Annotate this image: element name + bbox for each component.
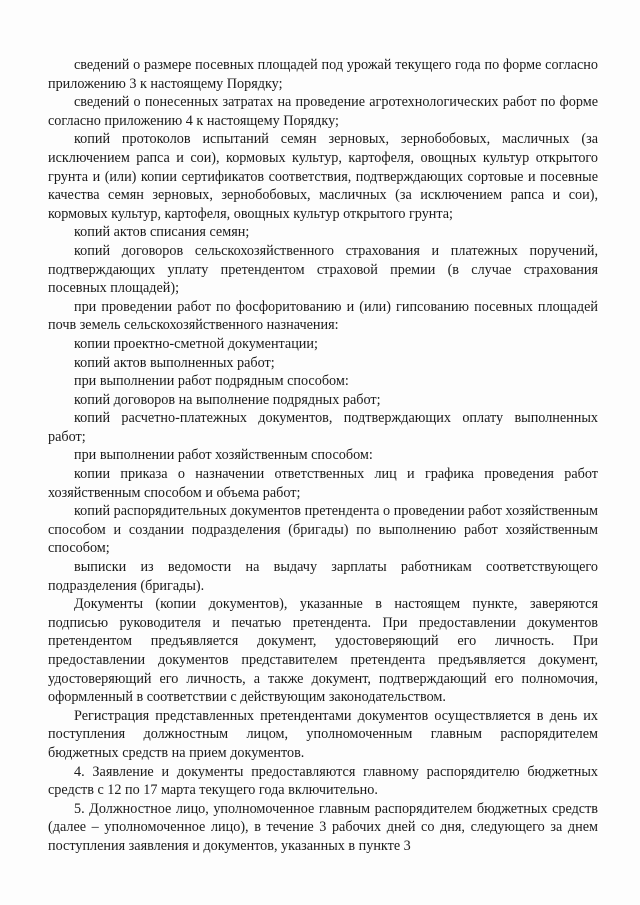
paragraph: при выполнении работ хозяйственным способом:	[74, 447, 373, 464]
paragraph: копии приказа о назначении ответственных лиц и графика проведения работ хозяйственным способом и объема работ;	[48, 466, 598, 501]
paragraph: копий расчетно-платежных документов, подтверждающих оплату выполненных работ;	[48, 410, 598, 445]
paragraph: Документы (копии документов), указанные в настоящем пункте, заверяются подписью руководителя и печатью претендента. При предоставлении документов претендентом предъявляется документ, удостоверяющий его личность. При предоставлении документов представителем претендента предъявляется документ, удостоверяющий его личность, а также документ, подтверждающий его полномочия, оформленный в соответствии с действующим законодательством.	[48, 596, 598, 706]
paragraph: Регистрация представленных претендентами документов осуществляется в день их поступления должностным лицом, уполномоченным главным распорядителем бюджетных средств на прием документов.	[48, 707, 598, 761]
paragraph: сведений о понесенных затратах на проведение агротехнологических работ по форме согласно приложению 4 к настоящему Порядку;	[48, 94, 598, 129]
paragraph: 5. Должностное лицо, уполномоченное главным распорядителем бюджетных средств (далее – уполномоченное лицо), в течение 3 рабочих дней со дня, следующего за днем поступления заявления и документов, указанных в пункте 3	[48, 800, 598, 854]
paragraph: копий актов выполненных работ;	[74, 354, 275, 371]
paragraph: копий договоров на выполнение подрядных работ;	[74, 391, 381, 408]
paragraph: копий протоколов испытаний семян зерновых, зернобобовых, масличных (за исключением рапса и сои), кормовых культур, картофеля, овощных культур открытого грунта и (или) копии сертификатов соответствия, подтверждающих сортовые и посевные качества семян зерновых, зернобобовых, масличных (за исключением рапса и сои), кормовых культур, картофеля, овощных культур открытого грунта;	[48, 131, 598, 222]
paragraph: копий актов списания семян;	[74, 224, 250, 241]
document-body	[48, 56, 598, 856]
paragraph: выписки из ведомости на выдачу зарплаты работникам соответствующего подразделения (бригады).	[48, 559, 598, 594]
paragraph: 4. Заявление и документы предоставляются главному распорядителю бюджетных средств с 12 по 17 марта текущего года включительно.	[48, 763, 598, 799]
paragraph: копий договоров сельскохозяйственного страхования и платежных поручений, подтверждающих уплату претендентом страховой премии (в случае страхования посевных площадей);	[48, 242, 598, 297]
paragraph: при выполнении работ подрядным способом:	[74, 373, 349, 390]
paragraph: копий распорядительных документов претендента о проведении работ хозяйственным способом и создании подразделения (бригады) по выполнению работ хозяйственным способом;	[48, 503, 598, 557]
paragraph: при проведении работ по фосфоритованию и (или) гипсованию посевных площадей почв земель сельскохозяйственного назначения:	[48, 298, 598, 334]
paragraph: копии проектно-сметной документации;	[74, 335, 318, 352]
paragraph: сведений о размере посевных площадей под урожай текущего года по форме согласно приложению 3 к настоящему Порядку;	[48, 57, 598, 92]
